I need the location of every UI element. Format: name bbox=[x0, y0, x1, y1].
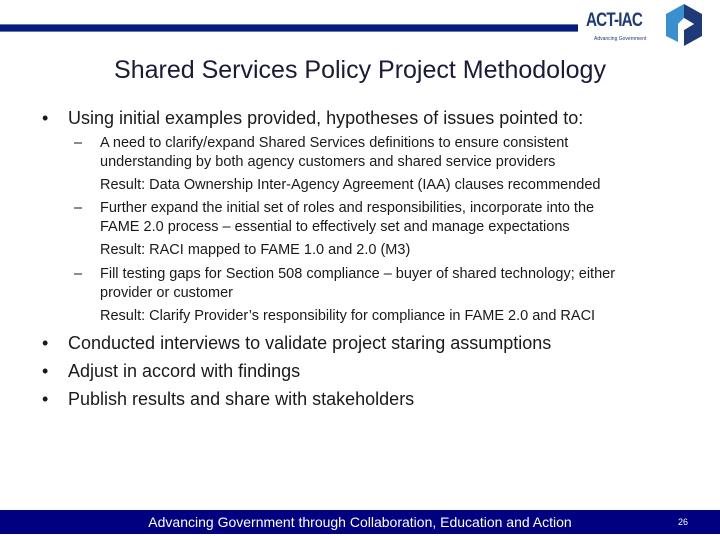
bullet-text: Using initial examples provided, hypotheses of issues pointed to: bbox=[68, 108, 584, 128]
sub-item: – Fill testing gaps for Section 508 compliance – buyer of shared technology; either provider or customer Result: Clarify Provider’s responsibility for compliance in FAME 2.0 and RACI bbox=[74, 266, 616, 324]
act-iac-logo bbox=[586, 4, 704, 46]
footer-bar bbox=[0, 510, 720, 534]
sub-line: FAME 2.0 process – essential to effectively set and manage expectations bbox=[100, 219, 570, 235]
page-number: 26 bbox=[678, 517, 689, 527]
footer-text: Advancing Government through Collaboration, Education and Action bbox=[148, 514, 572, 530]
bullet-text: Conducted interviews to validate project staring assumptions bbox=[68, 333, 552, 353]
header-rule bbox=[0, 24, 578, 32]
bullet-text: Adjust in accord with findings bbox=[68, 361, 301, 381]
slide-title: Shared Services Policy Project Methodology bbox=[114, 56, 606, 84]
logo-mark-icon bbox=[666, 4, 702, 46]
sub-item: – A need to clarify/expand Shared Services definitions to ensure consistent understanding by both agency customers and shared service providers Result: Data Ownership Inter-Agency Agreement (IAA) clauses recommended bbox=[74, 135, 601, 193]
result-line: Result: Clarify Provider’s responsibility for compliance in FAME 2.0 and RACI bbox=[100, 308, 596, 324]
sub-line: provider or customer bbox=[100, 285, 233, 301]
result-line: Result: RACI mapped to FAME 1.0 and 2.0 (M3) bbox=[100, 242, 411, 258]
sub-item: – Further expand the initial set of roles and responsibilities, incorporate into the FAME 2.0 process – essential to effectively set and manage expectations Result: RACI mapped to FAME 1.0 and 2.0 (M3) bbox=[74, 200, 595, 258]
bullet-text: Publish results and share with stakeholders bbox=[68, 389, 415, 409]
result-line: Result: Data Ownership Inter-Agency Agreement (IAA) clauses recommended bbox=[100, 177, 601, 193]
sub-line: Further expand the initial set of roles and responsibilities, incorporate into the bbox=[100, 200, 595, 216]
sub-line: understanding by both agency customers and shared service providers bbox=[100, 154, 556, 170]
logo-name: ACT-IAC bbox=[586, 10, 643, 31]
sub-line: Fill testing gaps for Section 508 compliance – buyer of shared technology; either bbox=[100, 266, 616, 282]
sub-line: A need to clarify/expand Shared Services definitions to ensure consistent bbox=[100, 135, 569, 151]
logo-tagline: Advancing Government bbox=[594, 36, 647, 42]
